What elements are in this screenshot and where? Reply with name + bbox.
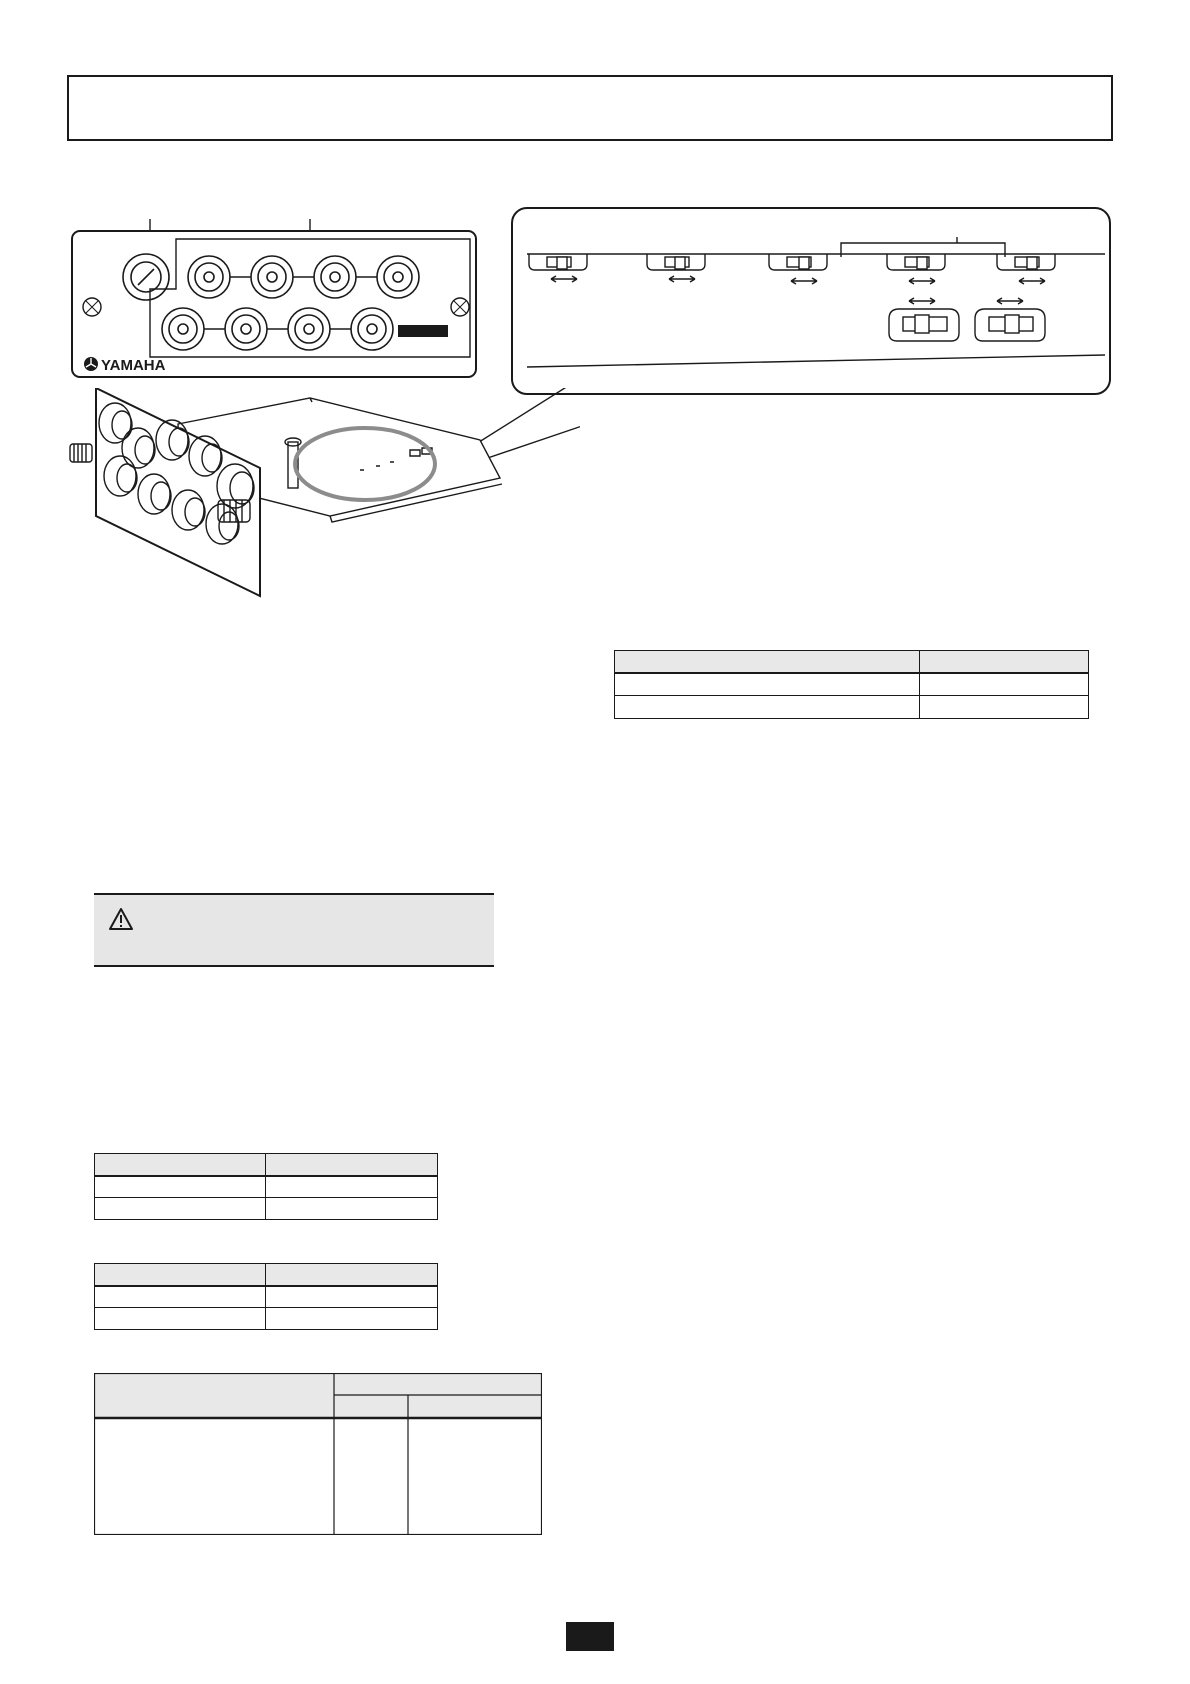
table-left-3 [94, 1373, 542, 1535]
slide-arrow-icon [909, 298, 935, 304]
panel-label-plate [398, 325, 448, 337]
thumbscrew [70, 444, 92, 462]
dip-switch [529, 254, 587, 270]
slide-switch-large [975, 309, 1045, 341]
card-perspective-illustration [60, 388, 580, 608]
caution-box [94, 893, 494, 967]
slide-arrow-icon [1019, 278, 1045, 284]
slide-arrow-icon [791, 278, 817, 284]
brand-logo-text: YAMAHA [101, 357, 166, 374]
table-switch-settings [614, 650, 1089, 719]
page-number-block [566, 1622, 614, 1651]
yamaha-logo-icon [84, 357, 98, 371]
warning-triangle-icon [108, 907, 134, 931]
slide-arrow-icon [997, 298, 1023, 304]
title-banner [67, 75, 1113, 141]
table-left-1 [94, 1153, 438, 1220]
dip-switch [887, 254, 945, 270]
dip-switch [647, 254, 705, 270]
front-panel-illustration [68, 215, 480, 381]
table-left-2 [94, 1263, 438, 1330]
dip-switch [769, 254, 827, 270]
switch-detail-illustration [511, 207, 1111, 397]
slide-arrow-icon [551, 276, 577, 282]
slide-switch-large [889, 309, 959, 341]
slide-arrow-icon [909, 278, 935, 284]
slide-arrow-icon [669, 276, 695, 282]
